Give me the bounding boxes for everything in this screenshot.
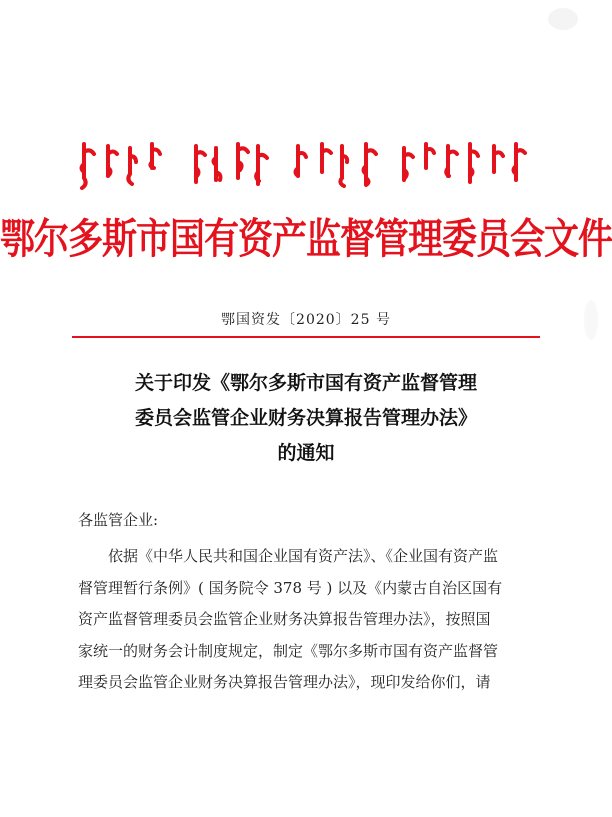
body-line: 依据《中华人民共和国企业国有资产法》、《企业国有资产监 [108,547,499,565]
scan-artifact [584,300,598,340]
red-divider-rule [72,336,540,338]
notice-title-line: 关于印发《鄂尔多斯市国有资产监督管理 [134,372,477,394]
scan-artifact [548,8,578,30]
notice-title-line: 委员会监管企业财务决算报告管理办法》 [134,407,477,429]
document-number: 鄂国资发〔2020〕25 号 [221,312,391,328]
issuing-authority-title: 鄂尔多斯市国有资产监督管理委员会文件 [0,216,612,264]
body-line: 理委员会监管企业财务决算报告管理办法》，现印发给你们，请 [78,673,491,691]
body-line: 家统一的财务会计制度规定，制定《鄂尔多斯市国有资产监督管 [78,641,499,660]
addressee: 各监管企业: [78,511,159,529]
notice-title-line: 的通知 [277,442,335,464]
notice-title [60,366,552,471]
body-paragraph [78,541,540,699]
mongolian-script-header [78,138,533,190]
body-line: 资产监督管理委员会监管企业财务决算报告管理办法》，按照国 [78,610,491,628]
body-line: 督管理暂行条例》( 国务院令 378 号 ) 以及《内蒙古自治区国有 [78,578,503,597]
